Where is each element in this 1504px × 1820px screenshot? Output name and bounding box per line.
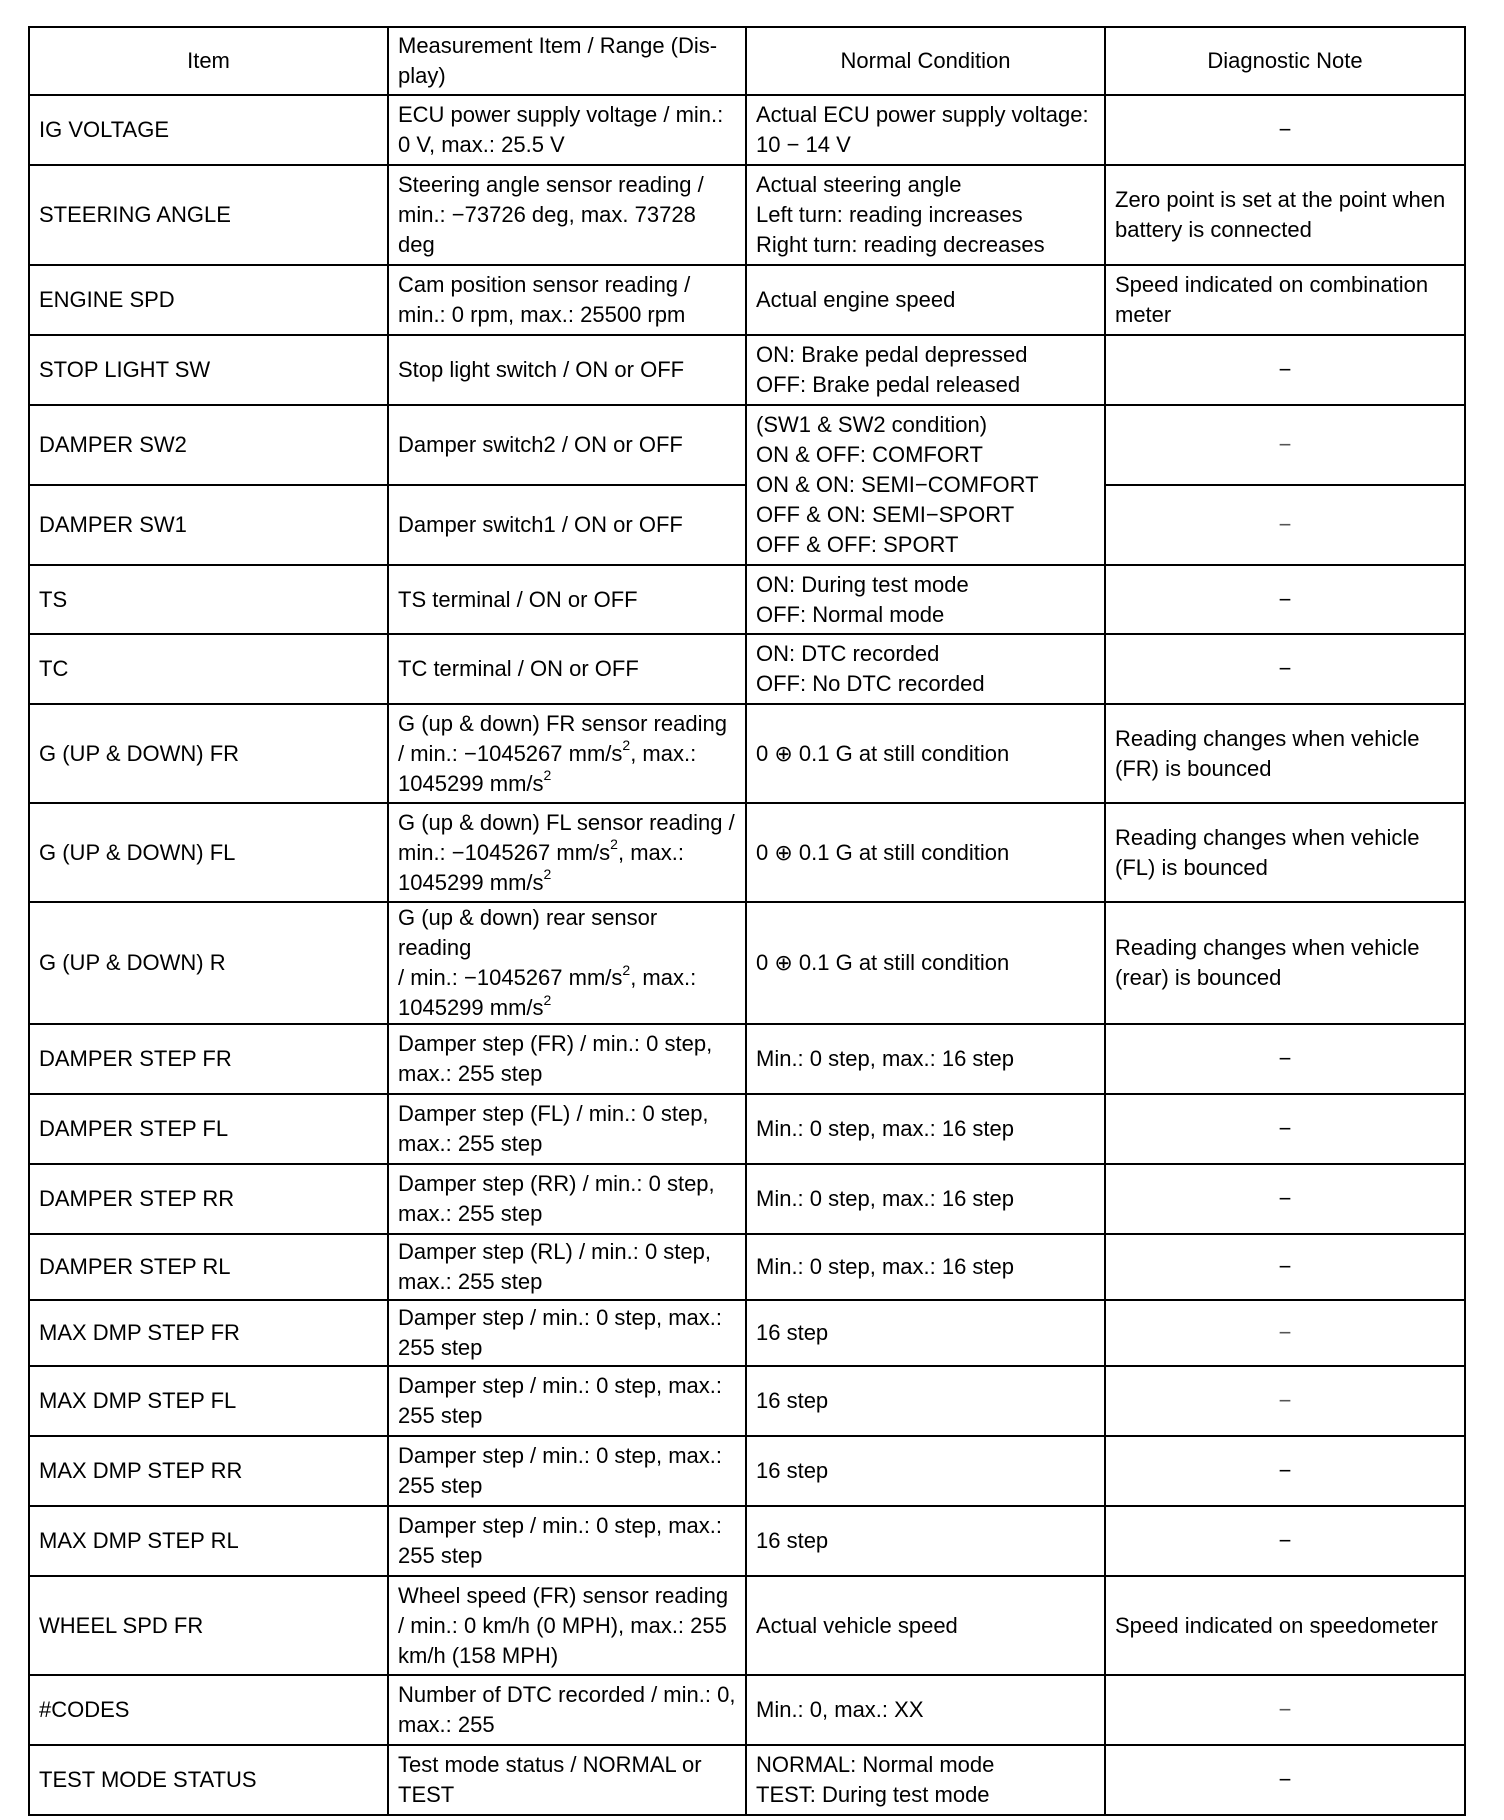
table-row bbox=[29, 405, 1465, 485]
superscript: 2 bbox=[622, 737, 631, 754]
cell-range: Cam position sensor reading / min.: 0 rpm, max.: 25500 rpm bbox=[388, 265, 746, 335]
cell-range: TC terminal / ON or OFF bbox=[388, 634, 746, 704]
cell-range bbox=[388, 902, 746, 1024]
header-range: Measurement Item / Range (Dis- play) bbox=[388, 27, 746, 95]
cell-item: TEST MODE STATUS bbox=[29, 1745, 388, 1815]
cell-note: − bbox=[1105, 1300, 1465, 1366]
cell-normal: 0 ⊕ 0.1 G at still condition bbox=[746, 704, 1105, 803]
cell-range: TS terminal / ON or OFF bbox=[388, 565, 746, 634]
table-row bbox=[29, 265, 1465, 335]
table-row bbox=[29, 1024, 1465, 1094]
range-text-part: , max.: 1045299 mm/s bbox=[398, 965, 697, 1020]
range-text-part: G (up & down) FR sensor reading / min.: −1045267 mm/s bbox=[398, 710, 727, 766]
table-row bbox=[29, 1300, 1465, 1366]
cell-note: Zero point is set at the point when battery is connected bbox=[1105, 165, 1465, 265]
cell-normal: 16 step bbox=[746, 1366, 1105, 1436]
cell-normal: NORMAL: Normal mode TEST: During test mode bbox=[746, 1745, 1105, 1815]
cell-note: Reading changes when vehicle (FR) is bounced bbox=[1105, 704, 1465, 803]
cell-normal: 0 ⊕ 0.1 G at still condition bbox=[746, 902, 1105, 1024]
cell-range: ECU power supply voltage / min.: 0 V, max.: 25.5 V bbox=[388, 95, 746, 165]
cell-range: Damper step / min.: 0 step, max.: 255 step bbox=[388, 1506, 746, 1576]
cell-note: − bbox=[1105, 565, 1465, 634]
cell-item: G (UP & DOWN) FR bbox=[29, 704, 388, 803]
cell-normal: 16 step bbox=[746, 1300, 1105, 1366]
cell-note: Speed indicated on combination meter bbox=[1105, 265, 1465, 335]
cell-range: Damper step / min.: 0 step, max.: 255 step bbox=[388, 1436, 746, 1506]
table-row bbox=[29, 1436, 1465, 1506]
table-row bbox=[29, 803, 1465, 902]
table-row bbox=[29, 565, 1465, 634]
cell-note: − bbox=[1105, 1675, 1465, 1745]
table-row bbox=[29, 1094, 1465, 1164]
superscript: 2 bbox=[543, 767, 552, 784]
cell-normal: Actual steering angle Left turn: reading increases Right turn: reading decreases bbox=[746, 165, 1105, 265]
cell-normal: Actual ECU power supply voltage: 10 − 14 V bbox=[746, 95, 1105, 165]
cell-item: STOP LIGHT SW bbox=[29, 335, 388, 405]
table-row bbox=[29, 634, 1465, 704]
range-text-part: , max.: 1045299 mm/s bbox=[398, 740, 697, 796]
cell-normal: 16 step bbox=[746, 1506, 1105, 1576]
cell-normal: ON: During test mode OFF: Normal mode bbox=[746, 565, 1105, 634]
cell-note: − bbox=[1105, 1164, 1465, 1234]
cell-note: Reading changes when vehicle (rear) is bounced bbox=[1105, 902, 1465, 1024]
superscript: 2 bbox=[622, 961, 631, 978]
superscript: 2 bbox=[610, 836, 618, 853]
table-row bbox=[29, 1675, 1465, 1745]
cell-normal: Min.: 0 step, max.: 16 step bbox=[746, 1234, 1105, 1300]
cell-note: − bbox=[1105, 1745, 1465, 1815]
cell-note: − bbox=[1105, 1436, 1465, 1506]
cell-range: Damper switch1 / ON or OFF bbox=[388, 485, 746, 565]
cell-normal: Actual vehicle speed bbox=[746, 1576, 1105, 1675]
cell-note: − bbox=[1105, 634, 1465, 704]
cell-note: − bbox=[1105, 1234, 1465, 1300]
table-row bbox=[29, 1234, 1465, 1300]
table-row bbox=[29, 1164, 1465, 1234]
table-row bbox=[29, 704, 1465, 803]
table-row bbox=[29, 95, 1465, 165]
table-header-row bbox=[29, 27, 1465, 95]
cell-item: MAX DMP STEP RL bbox=[29, 1506, 388, 1576]
cell-normal: Min.: 0, max.: XX bbox=[746, 1675, 1105, 1745]
cell-item: MAX DMP STEP FL bbox=[29, 1366, 388, 1436]
header-normal-condition: Normal Condition bbox=[746, 27, 1105, 95]
cell-note: − bbox=[1105, 1366, 1465, 1436]
cell-item: STEERING ANGLE bbox=[29, 165, 388, 265]
cell-item: DAMPER STEP FL bbox=[29, 1094, 388, 1164]
table-row bbox=[29, 335, 1465, 405]
cell-note: − bbox=[1105, 405, 1465, 485]
cell-item: IG VOLTAGE bbox=[29, 95, 388, 165]
cell-note: − bbox=[1105, 1024, 1465, 1094]
table-row bbox=[29, 1366, 1465, 1436]
table-row bbox=[29, 1745, 1465, 1815]
data-list-table-container bbox=[28, 26, 1464, 1816]
cell-range: Damper step / min.: 0 step, max.: 255 step bbox=[388, 1300, 746, 1366]
cell-item: TC bbox=[29, 634, 388, 704]
cell-range: Damper step (RL) / min.: 0 step, max.: 255 step bbox=[388, 1234, 746, 1300]
cell-range: Damper switch2 / ON or OFF bbox=[388, 405, 746, 485]
cell-range: Test mode status / NORMAL or TEST bbox=[388, 1745, 746, 1815]
table-row bbox=[29, 902, 1465, 1024]
cell-note: − bbox=[1105, 485, 1465, 565]
cell-normal: 0 ⊕ 0.1 G at still condition bbox=[746, 803, 1105, 902]
cell-normal: Min.: 0 step, max.: 16 step bbox=[746, 1024, 1105, 1094]
header-item: Item bbox=[29, 27, 388, 95]
cell-item: DAMPER STEP RR bbox=[29, 1164, 388, 1234]
table-row bbox=[29, 1506, 1465, 1576]
cell-note: Reading changes when vehicle (FL) is bounced bbox=[1105, 803, 1465, 902]
range-text-part: G (up & down) FL sensor reading / min.: −1045267 mm/s bbox=[398, 809, 735, 865]
cell-range: Damper step (FL) / min.: 0 step, max.: 255 step bbox=[388, 1094, 746, 1164]
cell-range bbox=[388, 803, 746, 902]
header-diagnostic-note: Diagnostic Note bbox=[1105, 27, 1465, 95]
superscript: 2 bbox=[543, 991, 552, 1008]
table-row bbox=[29, 1576, 1465, 1675]
cell-note: − bbox=[1105, 95, 1465, 165]
cell-note: − bbox=[1105, 335, 1465, 405]
table-row bbox=[29, 165, 1465, 265]
data-list-table bbox=[28, 26, 1466, 1816]
cell-normal-merged: (SW1 & SW2 condition) ON & OFF: COMFORT ON & ON: SEMI−COMFORT OFF & ON: SEMI−SPORT OFF & OFF: SPORT bbox=[746, 405, 1105, 565]
cell-range bbox=[388, 704, 746, 803]
cell-normal: ON: DTC recorded OFF: No DTC recorded bbox=[746, 634, 1105, 704]
cell-item: MAX DMP STEP RR bbox=[29, 1436, 388, 1506]
superscript: 2 bbox=[543, 866, 552, 883]
range-text-part: G (up & down) rear sensor reading / min.: −1045267 mm/s bbox=[398, 905, 658, 990]
cell-range: Stop light switch / ON or OFF bbox=[388, 335, 746, 405]
range-text-part: , max.: 1045299 mm/s bbox=[398, 839, 684, 895]
cell-note: − bbox=[1105, 1506, 1465, 1576]
cell-range: Number of DTC recorded / min.: 0, max.: 255 bbox=[388, 1675, 746, 1745]
cell-item: ENGINE SPD bbox=[29, 265, 388, 335]
cell-item: #CODES bbox=[29, 1675, 388, 1745]
cell-item: DAMPER SW2 bbox=[29, 405, 388, 485]
cell-item: DAMPER SW1 bbox=[29, 485, 388, 565]
cell-note: − bbox=[1105, 1094, 1465, 1164]
cell-item: G (UP & DOWN) R bbox=[29, 902, 388, 1024]
cell-normal: ON: Brake pedal depressed OFF: Brake pedal released bbox=[746, 335, 1105, 405]
cell-item: MAX DMP STEP FR bbox=[29, 1300, 388, 1366]
cell-note: Speed indicated on speedometer bbox=[1105, 1576, 1465, 1675]
cell-normal: Min.: 0 step, max.: 16 step bbox=[746, 1164, 1105, 1234]
cell-range: Damper step (FR) / min.: 0 step, max.: 255 step bbox=[388, 1024, 746, 1094]
cell-normal: 16 step bbox=[746, 1436, 1105, 1506]
cell-range: Wheel speed (FR) sensor reading / min.: 0 km/h (0 MPH), max.: 255 km/h (158 MPH) bbox=[388, 1576, 746, 1675]
cell-item: G (UP & DOWN) FL bbox=[29, 803, 388, 902]
cell-item: TS bbox=[29, 565, 388, 634]
cell-range: Damper step / min.: 0 step, max.: 255 step bbox=[388, 1366, 746, 1436]
cell-item: DAMPER STEP RL bbox=[29, 1234, 388, 1300]
cell-range: Steering angle sensor reading / min.: −73726 deg, max. 73728 deg bbox=[388, 165, 746, 265]
cell-normal: Actual engine speed bbox=[746, 265, 1105, 335]
cell-item: WHEEL SPD FR bbox=[29, 1576, 388, 1675]
cell-normal: Min.: 0 step, max.: 16 step bbox=[746, 1094, 1105, 1164]
cell-item: DAMPER STEP FR bbox=[29, 1024, 388, 1094]
cell-range: Damper step (RR) / min.: 0 step, max.: 255 step bbox=[388, 1164, 746, 1234]
